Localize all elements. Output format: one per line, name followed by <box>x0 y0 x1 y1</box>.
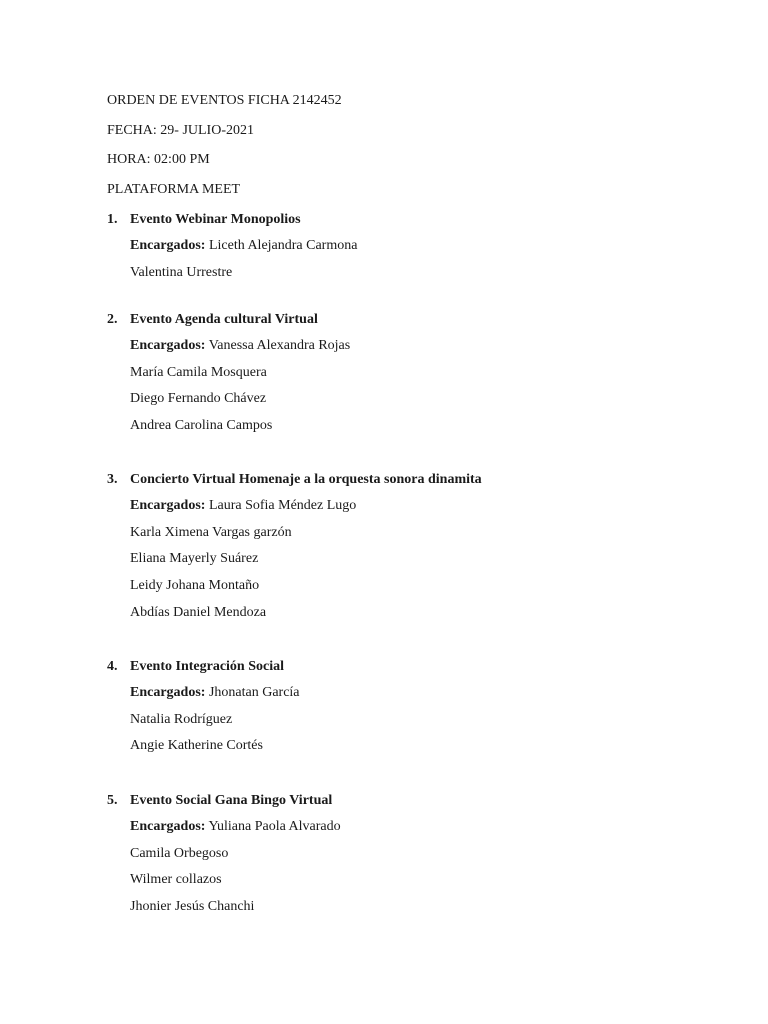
event-heading <box>107 658 727 684</box>
person-name: Leidy Johana Montaño <box>130 578 260 594</box>
event-platform: PLATAFORMA MEET <box>107 182 241 197</box>
person-row <box>130 417 727 444</box>
event-date: FECHA: 29- JULIO-2021 <box>107 123 254 138</box>
event-heading <box>107 311 727 337</box>
encargados-label: Encargados: <box>130 338 206 353</box>
person-name: Eliana Mayerly Suárez <box>130 551 259 567</box>
person-row <box>130 524 727 551</box>
event-title: Evento Agenda cultural Virtual <box>130 312 318 327</box>
event-time: HORA: 02:00 PM <box>107 152 210 167</box>
event-heading <box>107 792 727 818</box>
event-item-1 <box>107 211 727 290</box>
encargados-label: Encargados: <box>130 685 206 700</box>
encargados-label: Encargados: <box>130 238 206 253</box>
person-name: Laura Sofia Méndez Lugo <box>208 498 357 513</box>
person-name: Liceth Alejandra Carmona <box>208 238 358 253</box>
person-row <box>130 364 727 391</box>
person-name: Angie Katherine Cortés <box>130 738 263 754</box>
person-name: María Camila Mosquera <box>130 364 267 380</box>
person-name: Jhonatan García <box>208 685 300 700</box>
encargados-row <box>130 237 727 264</box>
person-name: Wilmer collazos <box>130 872 222 888</box>
event-title: Evento Integración Social <box>130 659 284 674</box>
encargados-row <box>130 818 727 845</box>
event-item-2 <box>107 311 727 444</box>
encargados-row <box>130 337 727 364</box>
document-title: ORDEN DE EVENTOS FICHA 2142452 <box>107 93 342 108</box>
person-row <box>130 871 727 898</box>
event-heading <box>107 471 727 497</box>
person-name: Camila Orbegoso <box>130 845 229 861</box>
event-title: Evento Webinar Monopolios <box>130 212 301 227</box>
event-title: Evento Social Gana Bingo Virtual <box>130 793 333 808</box>
person-name: Andrea Carolina Campos <box>130 418 273 434</box>
encargados-row <box>130 497 727 524</box>
event-number: 1. <box>107 212 118 227</box>
person-name: Abdías Daniel Mendoza <box>130 604 267 620</box>
event-number: 4. <box>107 659 118 674</box>
person-row <box>130 737 727 764</box>
encargados-label: Encargados: <box>130 819 206 834</box>
event-number: 5. <box>107 793 118 808</box>
event-heading <box>107 211 727 237</box>
person-row <box>130 898 727 925</box>
person-row <box>130 845 727 872</box>
person-name: Diego Fernando Chávez <box>130 391 267 407</box>
event-number: 3. <box>107 472 118 487</box>
encargados-label: Encargados: <box>130 498 206 513</box>
person-row <box>130 264 727 291</box>
person-name: Natalia Rodríguez <box>130 711 233 727</box>
person-row <box>130 550 727 577</box>
person-name: Vanessa Alexandra Rojas <box>208 338 351 353</box>
event-title: Concierto Virtual Homenaje a la orquesta sonora dinamita <box>130 472 482 487</box>
person-name: Yuliana Paola Alvarado <box>208 819 341 834</box>
event-item-5 <box>107 792 727 925</box>
person-row <box>130 711 727 738</box>
event-item-4 <box>107 658 727 764</box>
person-row <box>130 577 727 604</box>
person-row <box>130 390 727 417</box>
person-name: Karla Ximena Vargas garzón <box>130 524 292 540</box>
encargados-row <box>130 684 727 711</box>
event-item-3 <box>107 471 727 630</box>
person-name: Valentina Urrestre <box>130 264 233 280</box>
person-row <box>130 604 727 631</box>
event-number: 2. <box>107 312 118 327</box>
person-name: Jhonier Jesús Chanchi <box>130 899 255 915</box>
